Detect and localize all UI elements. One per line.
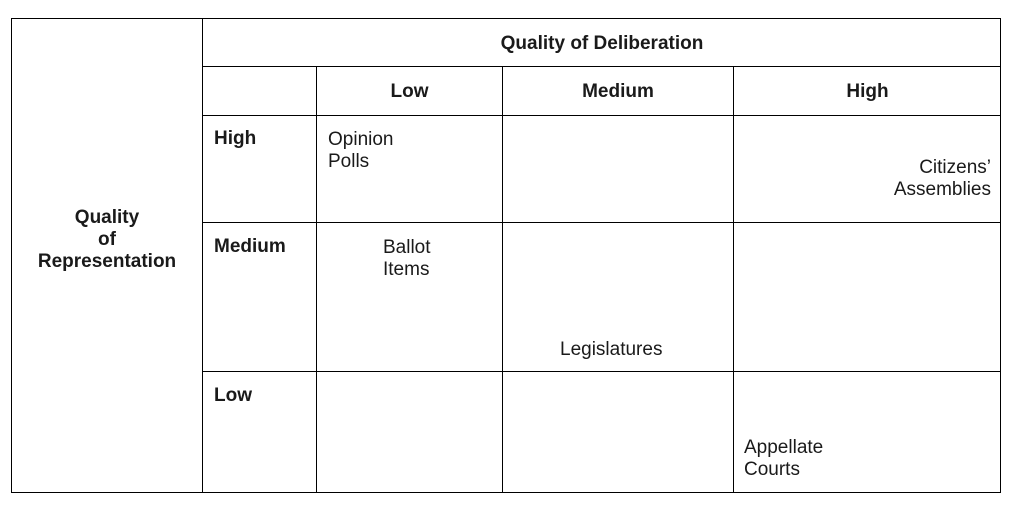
row-header-low: Low [214, 385, 252, 406]
cell-opinion-polls: Opinion Polls [328, 129, 394, 172]
cell-legislatures: Legislatures [560, 339, 663, 360]
grid-line [733, 66, 734, 493]
grid-line [203, 66, 1001, 67]
row-header-medium: Medium [214, 236, 286, 257]
column-header-low: Low [390, 81, 429, 102]
row-group-header: Quality of Representation [37, 207, 177, 272]
grid-line [316, 66, 317, 493]
grid-line [203, 115, 1001, 116]
column-group-header: Quality of Deliberation [500, 33, 704, 54]
grid-line [203, 371, 1001, 372]
cell-appellate-courts: Appellate Courts [744, 437, 824, 480]
grid-line [502, 66, 503, 493]
grid-line [203, 222, 1001, 223]
column-header-medium: Medium [582, 81, 654, 102]
column-header-high: High [846, 81, 889, 102]
row-header-high: High [214, 128, 257, 149]
cell-ballot-items: Ballot Items [383, 237, 431, 280]
cell-citizens-assemblies: Citizens’ Assemblies [893, 157, 991, 200]
grid-line [202, 18, 203, 493]
